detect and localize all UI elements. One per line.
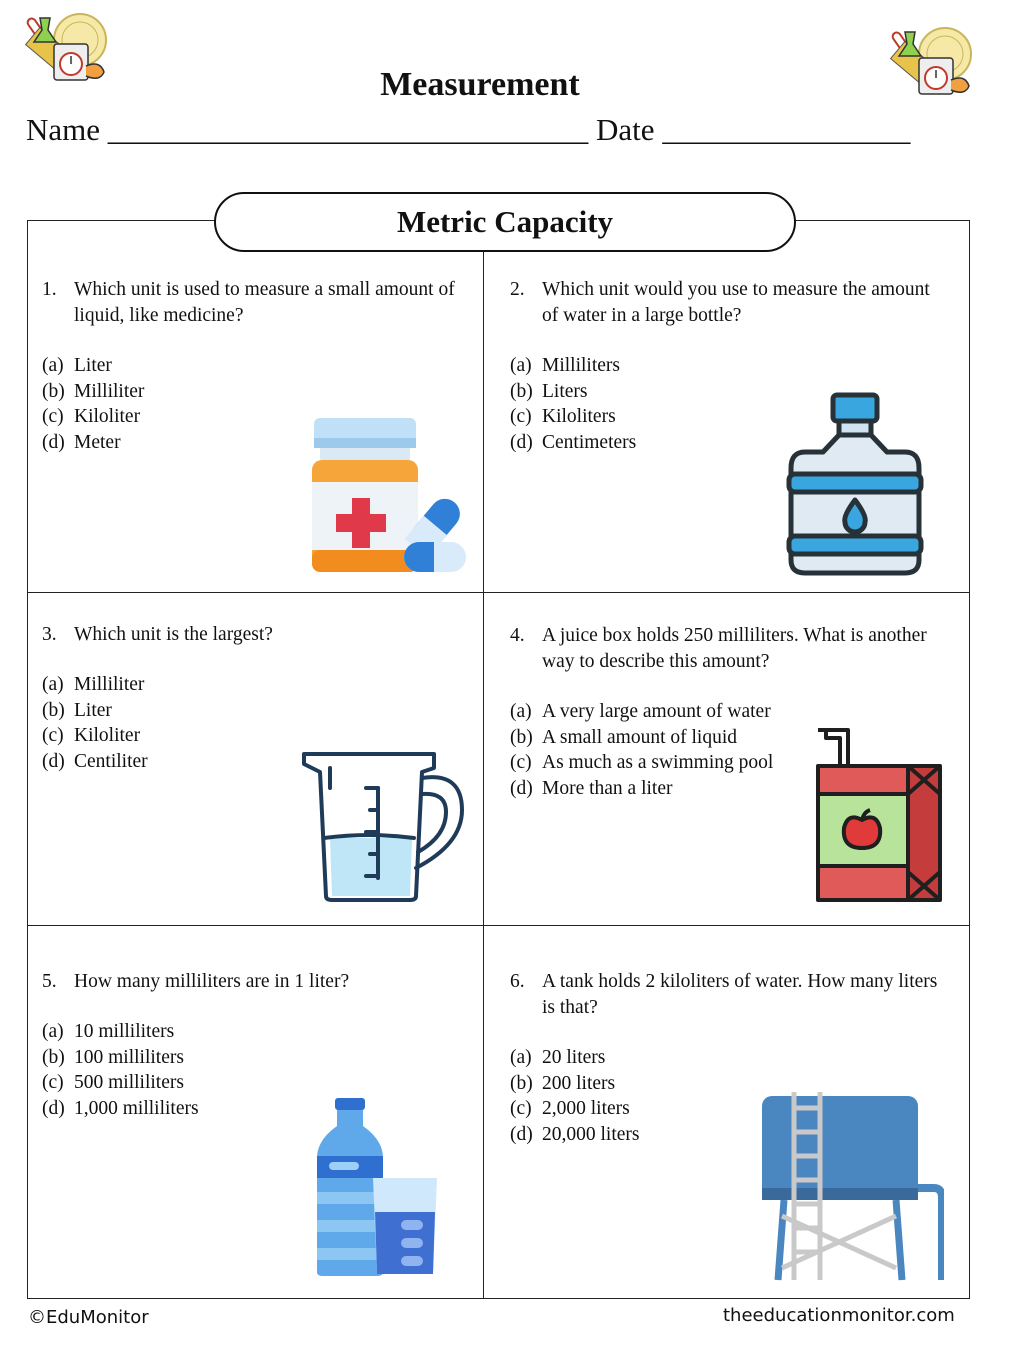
option-text: 20,000 liters <box>542 1123 640 1145</box>
option-text: Kiloliter <box>74 725 141 746</box>
page-title: Measurement <box>380 66 580 103</box>
option-label: (a) <box>42 355 64 376</box>
option-text: 2,000 liters <box>542 1098 630 1119</box>
answer-option[interactable] <box>42 698 472 724</box>
question-number: 3. <box>42 624 57 645</box>
option-label: (b) <box>510 726 533 748</box>
grid-divider-horizontal <box>27 592 970 593</box>
option-text: Kiloliters <box>542 406 616 427</box>
question-number: 5. <box>42 971 57 992</box>
name-field-line[interactable]: _______________________________ <box>107 112 589 147</box>
option-text: A small amount of liquid <box>542 726 737 748</box>
option-label: (d) <box>510 1123 533 1145</box>
grid-divider-vertical <box>483 252 484 1299</box>
answer-option[interactable] <box>42 672 472 698</box>
option-label: (d) <box>42 431 65 453</box>
question-number: 2. <box>510 279 525 300</box>
answer-option[interactable] <box>42 1045 472 1071</box>
option-text: Liter <box>74 355 112 376</box>
question-text: A tank holds 2 kiloliters of water. How many liters is that? <box>542 971 938 1018</box>
option-label: (b) <box>42 699 65 721</box>
option-text: 100 milliliters <box>74 1046 184 1068</box>
option-label: (a) <box>510 1047 532 1068</box>
water-tank-icon <box>758 1088 944 1283</box>
question-text: How many milliliters are in 1 liter? <box>74 971 350 992</box>
water-bottle-glass-icon <box>315 1096 440 1278</box>
option-text: As much as a swimming pool <box>542 752 774 773</box>
option-text: Milliliter <box>74 380 145 402</box>
option-label: (b) <box>42 380 65 402</box>
option-label: (d) <box>510 431 533 453</box>
question-text: Which unit is the largest? <box>74 624 273 645</box>
question-number: 4. <box>510 625 525 646</box>
question-text: A juice box holds 250 milliliters. What is another way to describe this amount? <box>542 625 927 672</box>
option-text: 10 milliliters <box>74 1021 175 1042</box>
option-label: (a) <box>510 701 532 722</box>
option-text: Kiloliter <box>74 406 141 427</box>
option-label: (a) <box>510 355 532 376</box>
option-text: More than a liter <box>542 777 673 799</box>
measuring-cup-icon <box>300 748 466 906</box>
option-label: (c) <box>42 406 64 427</box>
answer-option[interactable] <box>42 379 472 405</box>
option-text: Liter <box>74 699 112 721</box>
date-field-line[interactable]: ________________ <box>662 112 911 147</box>
water-jug-icon <box>783 390 928 578</box>
medicine-bottle-icon <box>308 416 470 576</box>
option-text: 500 milliliters <box>74 1072 184 1093</box>
option-label: (b) <box>510 380 533 402</box>
date-label: Date <box>596 112 655 147</box>
option-text: 1,000 milliliters <box>74 1097 199 1119</box>
answer-option[interactable] <box>510 699 950 725</box>
option-text: 200 liters <box>542 1072 616 1094</box>
option-text: Centimeters <box>542 431 637 453</box>
option-text: Meter <box>74 431 121 453</box>
option-label: (a) <box>42 674 64 695</box>
answer-option[interactable] <box>42 723 472 749</box>
answer-option[interactable] <box>42 1019 472 1045</box>
answer-option[interactable] <box>42 1070 472 1096</box>
question-text: Which unit would you use to measure the amount of water in a large bottle? <box>542 279 930 326</box>
question-number: 1. <box>42 279 57 300</box>
name-label: Name <box>26 112 101 147</box>
section-title: Metric Capacity <box>214 192 796 252</box>
juice-box-icon <box>812 724 946 904</box>
answer-option[interactable] <box>510 1045 950 1071</box>
option-label: (a) <box>42 1021 64 1042</box>
option-label: (b) <box>42 1046 65 1068</box>
option-label: (c) <box>510 406 532 427</box>
option-label: (d) <box>42 1097 65 1119</box>
option-text: Liters <box>542 380 588 402</box>
option-label: (d) <box>42 750 65 772</box>
footer-website-link[interactable]: theeducationmonitor.com <box>723 1305 955 1326</box>
option-text: A very large amount of water <box>542 701 771 722</box>
footer-copyright: ©EduMonitor <box>28 1307 149 1328</box>
option-text: Milliliter <box>74 674 145 695</box>
option-label: (d) <box>510 777 533 799</box>
option-label: (c) <box>510 752 532 773</box>
option-text: Milliliters <box>542 355 620 376</box>
grid-divider-horizontal <box>27 925 970 926</box>
question-number: 6. <box>510 971 525 992</box>
answer-option[interactable] <box>42 353 472 379</box>
option-label: (c) <box>510 1098 532 1119</box>
option-text: Centiliter <box>74 750 148 772</box>
option-label: (c) <box>42 1072 64 1093</box>
option-label: (c) <box>42 725 64 746</box>
option-label: (b) <box>510 1072 533 1094</box>
question-text: Which unit is used to measure a small amount of liquid, like medicine? <box>74 279 455 326</box>
name-date-row <box>26 112 910 148</box>
answer-option[interactable] <box>510 353 950 379</box>
option-text: 20 liters <box>542 1047 606 1068</box>
